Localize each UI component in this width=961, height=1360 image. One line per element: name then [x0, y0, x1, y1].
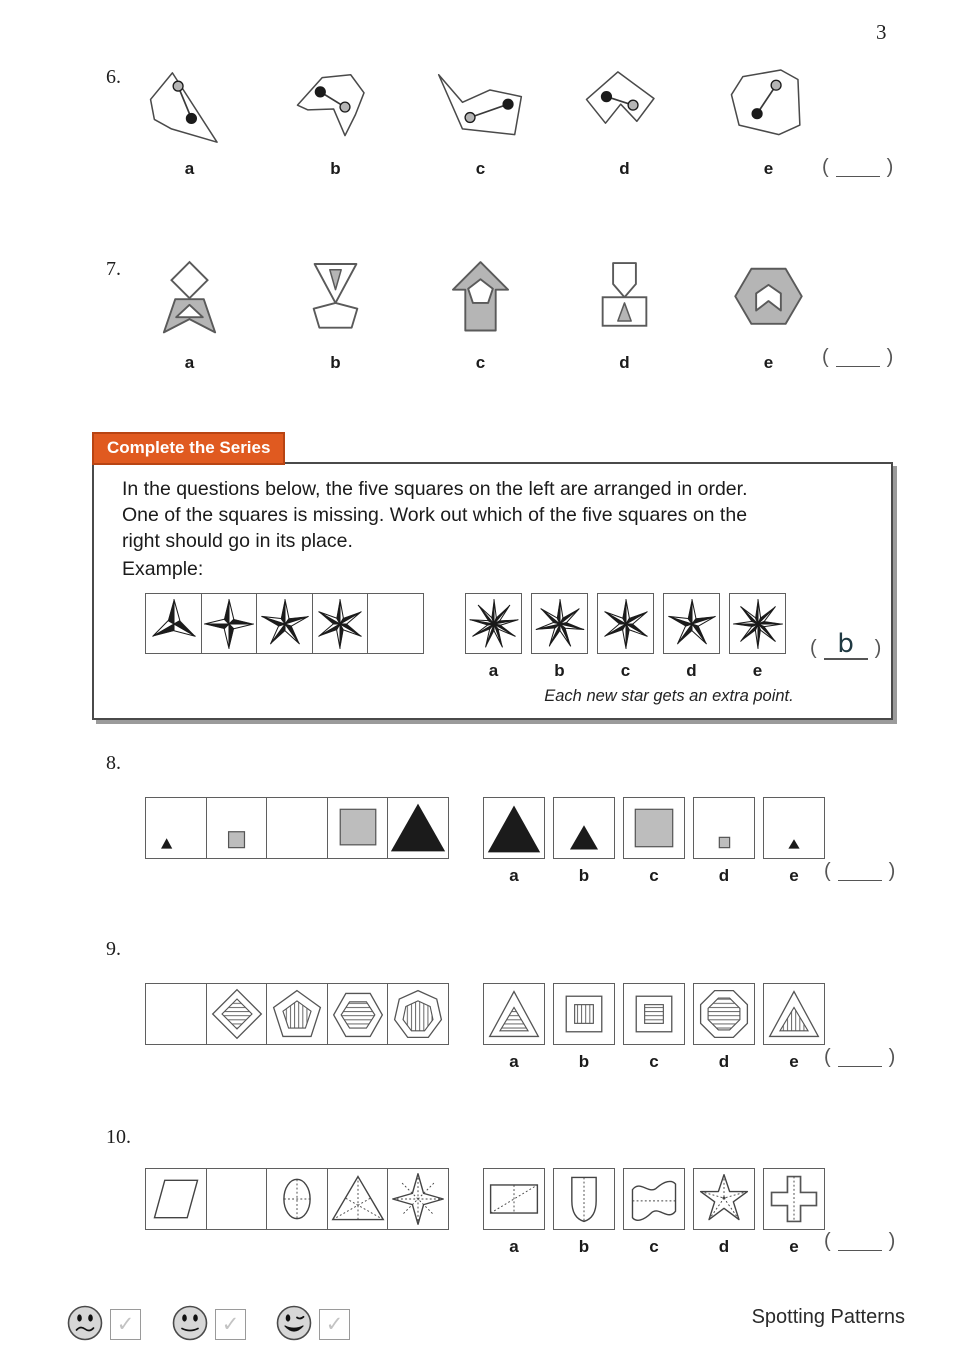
paren-close: )	[888, 860, 896, 882]
example-option-c-cell	[597, 593, 654, 654]
example-option-c-label: c	[620, 661, 631, 680]
q7-option-b	[288, 256, 383, 373]
medium-black-triangle-icon	[555, 799, 613, 857]
example-option-c	[597, 593, 654, 681]
q8-option-b-cell	[553, 797, 615, 859]
answer-line	[836, 351, 880, 367]
q6-option-e	[721, 62, 816, 179]
paren-close: )	[888, 1046, 896, 1068]
large-black-triangle-icon	[485, 799, 543, 857]
example-option-d	[663, 593, 720, 681]
large-black-triangle-icon	[389, 799, 447, 857]
q9-option-e	[763, 983, 825, 1072]
q7-answer-blank[interactable]	[822, 348, 893, 367]
triangle-in-triangle-vstripe-icon	[765, 985, 823, 1043]
example-answer-letter: b	[824, 630, 868, 660]
tiny-black-triangle-icon	[765, 799, 823, 857]
q8-option-d-label: d	[718, 866, 730, 885]
q6-option-b	[288, 62, 383, 179]
paren-open: (	[824, 1230, 831, 1252]
sad-face-checkbox[interactable]	[110, 1309, 141, 1340]
example-option-d-label: d	[686, 661, 697, 680]
series-section-header: Complete the Series	[92, 432, 285, 465]
q7-option-c	[433, 256, 528, 373]
tiny-grey-square-icon	[695, 799, 753, 857]
q7-option-d-label: d	[619, 353, 630, 372]
rectangle-with-dotted-lines-icon	[485, 1170, 543, 1228]
straight-face-checkbox[interactable]	[215, 1309, 246, 1340]
q10-option-c	[623, 1168, 685, 1257]
answer-line	[838, 1235, 882, 1251]
q10-series-cell-2-empty	[206, 1168, 268, 1230]
q9-option-d	[693, 983, 755, 1072]
sad-face-icon	[66, 1304, 104, 1347]
answer-line	[836, 161, 880, 177]
q8-option-e	[763, 797, 825, 886]
q10-option-b-label: b	[578, 1237, 590, 1256]
q7-shape-e-hexagon-with-chevron-hole-icon	[721, 256, 816, 348]
q6-shape-b-polygon-with-dots-icon	[288, 62, 383, 154]
q6-option-a	[142, 62, 237, 179]
example-label: Example:	[122, 558, 204, 580]
footer-title: Spotting Patterns	[751, 1306, 905, 1328]
q6-shape-c-polygon-with-dots-icon	[433, 62, 528, 154]
q10-series-strip	[145, 1168, 449, 1230]
q9-option-b-cell	[553, 983, 615, 1045]
paren-open: (	[822, 346, 829, 368]
q8-option-a-cell	[483, 797, 545, 859]
q7-number: 7.	[106, 258, 121, 280]
example-series-strip	[145, 593, 424, 654]
straight-face-icon	[171, 1304, 209, 1347]
q6-option-d	[577, 62, 672, 179]
instruction-line-1: In the questions below, the five squares on the left are arranged in order.	[122, 478, 748, 500]
q9-series-cell-5	[387, 983, 449, 1045]
example-series-cell-5-empty	[367, 593, 424, 654]
paren-close: )	[886, 346, 894, 368]
example-option-e-label: e	[752, 661, 763, 680]
q6-option-c-label: c	[475, 159, 486, 178]
q10-option-a-label: a	[509, 1237, 519, 1256]
paren-close: )	[888, 1230, 896, 1252]
q9-series-strip	[145, 983, 449, 1045]
q8-option-e-label: e	[789, 866, 799, 885]
q9-option-c	[623, 983, 685, 1072]
q6-option-a-label: a	[184, 159, 195, 178]
five-point-star-with-dotted-lines-icon	[695, 1170, 753, 1228]
q10-option-c-label: c	[649, 1237, 659, 1256]
q9-option-c-cell	[623, 983, 685, 1045]
example-series-cell-1	[145, 593, 202, 654]
q10-series-cell-4	[327, 1168, 389, 1230]
q9-answer-blank[interactable]	[824, 1048, 895, 1067]
q9-option-a-label: a	[509, 1052, 519, 1071]
q7-option-e-label: e	[763, 353, 774, 372]
q10-number: 10.	[106, 1126, 131, 1148]
example-option-e	[729, 593, 786, 681]
paren-open: (	[824, 1046, 831, 1068]
example-option-a-cell	[465, 593, 522, 654]
q9-number: 9.	[106, 938, 121, 960]
paren-open: (	[824, 860, 831, 882]
square-in-square-vstripe-icon	[555, 985, 613, 1043]
example-series-cell-4	[312, 593, 369, 654]
paren-close: )	[874, 637, 882, 659]
q7-option-c-label: c	[475, 353, 486, 372]
example-option-b-label: b	[554, 661, 565, 680]
q7-option-a	[142, 256, 237, 373]
q10-option-a	[483, 1168, 545, 1257]
q9-option-d-label: d	[718, 1052, 730, 1071]
q6-shape-e-polygon-with-dots-icon	[721, 62, 816, 154]
example-caption: Each new star gets an extra point.	[544, 687, 794, 705]
q6-option-b-label: b	[330, 159, 341, 178]
q10-series-cell-1	[145, 1168, 207, 1230]
example-answer	[810, 630, 881, 660]
pentagon-in-pentagon-icon	[268, 985, 326, 1043]
q6-answer-blank[interactable]	[822, 158, 893, 177]
q7-shape-b-triangle-over-pentagon-icon	[288, 256, 383, 348]
q9-option-a	[483, 983, 545, 1072]
series-instruction-box	[92, 462, 893, 720]
q8-option-c	[623, 797, 685, 886]
triangle-in-triangle-hstripe-icon	[485, 985, 543, 1043]
q9-series-cell-4	[327, 983, 389, 1045]
q8-number: 8.	[106, 752, 121, 774]
q9-series-cell-2	[206, 983, 268, 1045]
q7-shape-c-arrow-with-pentagon-hole-icon	[433, 256, 528, 348]
parallelogram-icon	[147, 1170, 205, 1228]
q8-series-cell-3-empty	[266, 797, 328, 859]
square-in-square-hstripe-icon	[625, 985, 683, 1043]
q8-option-e-cell	[763, 797, 825, 859]
large-grey-square-icon	[329, 799, 387, 857]
q8-option-b	[553, 797, 615, 886]
q9-option-b	[553, 983, 615, 1072]
q7-option-a-label: a	[184, 353, 195, 372]
series-instructions	[122, 476, 748, 554]
triangle-with-dotted-medians-icon	[329, 1170, 387, 1228]
q10-option-e-label: e	[789, 1237, 799, 1256]
q6-number: 6.	[106, 66, 121, 88]
q8-option-a	[483, 797, 545, 886]
q8-option-c-label: c	[649, 866, 659, 885]
shield-with-dotted-line-icon	[555, 1170, 613, 1228]
octagon-in-octagon-hstripe-icon	[695, 985, 753, 1043]
q8-answer-blank[interactable]	[824, 862, 895, 881]
q8-series-cell-2	[206, 797, 268, 859]
example-option-d-cell	[663, 593, 720, 654]
q10-answer-blank[interactable]	[824, 1232, 895, 1251]
q9-series-cell-3	[266, 983, 328, 1045]
q10-option-a-cell	[483, 1168, 545, 1230]
heptagon-in-heptagon-icon	[389, 985, 447, 1043]
tiny-black-triangle-icon	[147, 799, 205, 857]
q7-option-b-label: b	[330, 353, 341, 372]
q8-series-strip	[145, 797, 449, 859]
diamond-in-diamond-icon	[208, 985, 266, 1043]
page-number: 3	[876, 20, 887, 44]
paren-close: )	[886, 156, 894, 178]
q8-option-d-cell	[693, 797, 755, 859]
answer-line	[838, 1051, 882, 1067]
q9-series-cell-1-empty	[145, 983, 207, 1045]
example-option-a	[465, 593, 522, 681]
q10-option-b-cell	[553, 1168, 615, 1230]
example-series-cell-3	[256, 593, 313, 654]
q10-option-e-cell	[763, 1168, 825, 1230]
hexagon-in-hexagon-icon	[329, 985, 387, 1043]
q10-option-d-label: d	[718, 1237, 730, 1256]
example-option-b	[531, 593, 588, 681]
checkmark-icon: ✓	[221, 1313, 240, 1336]
example-option-b-cell	[531, 593, 588, 654]
cross-with-dotted-line-icon	[765, 1170, 823, 1228]
q8-series-cell-1	[145, 797, 207, 859]
answer-line	[838, 865, 882, 881]
paren-open: (	[822, 156, 829, 178]
q7-option-e	[721, 256, 816, 373]
q10-option-d	[693, 1168, 755, 1257]
q8-option-d	[693, 797, 755, 886]
winking-face-icon	[275, 1304, 313, 1347]
q9-option-e-cell	[763, 983, 825, 1045]
q8-series-cell-5	[387, 797, 449, 859]
example-option-a-label: a	[488, 661, 499, 680]
q8-option-a-label: a	[509, 866, 519, 885]
q6-shape-a-polygon-with-dots-icon	[142, 62, 237, 154]
q10-option-d-cell	[693, 1168, 755, 1230]
q6-shape-d-polygon-with-dots-icon	[577, 62, 672, 154]
q8-series-cell-4	[327, 797, 389, 859]
q6-option-c	[433, 62, 528, 179]
four-point-star-with-dotted-axes-icon	[389, 1170, 447, 1228]
checkmark-icon: ✓	[325, 1313, 344, 1336]
paren-open: (	[810, 637, 817, 659]
q8-option-c-cell	[623, 797, 685, 859]
q7-option-d	[577, 256, 672, 373]
small-grey-square-icon	[208, 799, 266, 857]
q9-option-c-label: c	[649, 1052, 659, 1071]
q7-shape-a-diamond-over-chevron-icon	[142, 256, 237, 348]
instruction-line-2: One of the squares is missing. Work out which of the five squares on the	[122, 504, 748, 526]
q9-option-d-cell	[693, 983, 755, 1045]
q6-option-d-label: d	[619, 159, 630, 178]
q10-series-cell-5	[387, 1168, 449, 1230]
q9-option-e-label: e	[789, 1052, 799, 1071]
large-grey-square-icon	[625, 799, 683, 857]
checkmark-icon: ✓	[116, 1313, 135, 1336]
q9-option-a-cell	[483, 983, 545, 1045]
q10-series-cell-3	[266, 1168, 328, 1230]
q9-option-b-label: b	[578, 1052, 590, 1071]
ellipse-with-dotted-axes-icon	[268, 1170, 326, 1228]
q10-option-e	[763, 1168, 825, 1257]
q8-option-b-label: b	[578, 866, 590, 885]
q10-option-c-cell	[623, 1168, 685, 1230]
q6-option-e-label: e	[763, 159, 774, 178]
example-option-e-cell	[729, 593, 786, 654]
winking-face-checkbox[interactable]	[319, 1309, 350, 1340]
wavy-flag-with-dotted-line-icon	[625, 1170, 683, 1228]
instruction-line-3: right should go in its place.	[122, 530, 353, 552]
q10-option-b	[553, 1168, 615, 1257]
example-series-cell-2	[201, 593, 258, 654]
q7-shape-d-pentagon-over-rectangle-icon	[577, 256, 672, 348]
